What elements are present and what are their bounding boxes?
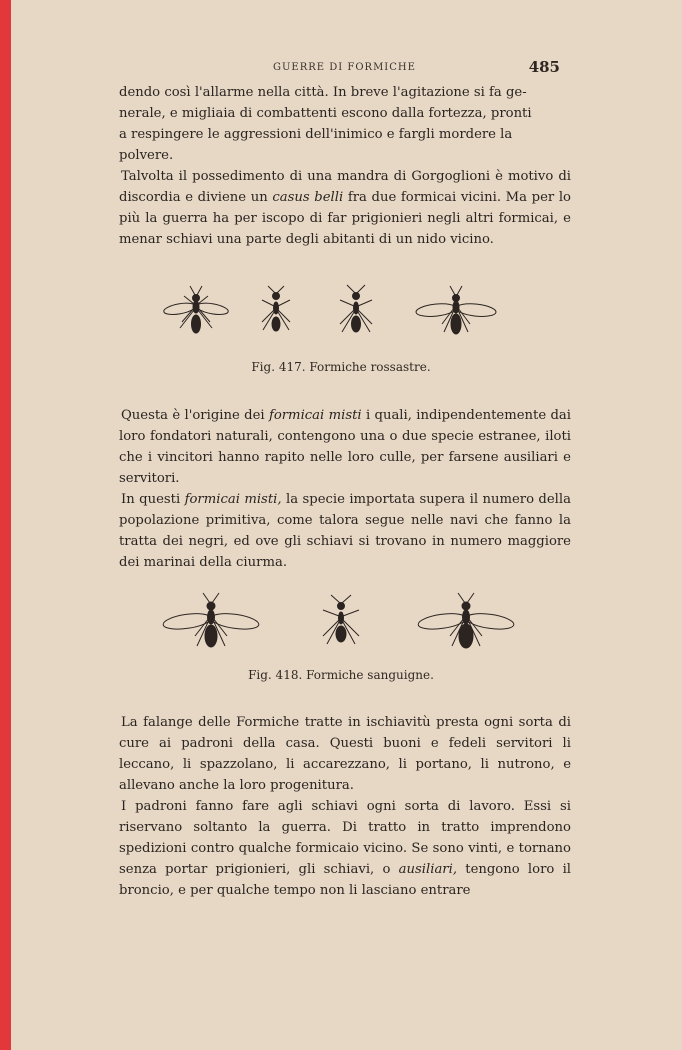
italic-term: formicai misti, bbox=[184, 492, 282, 507]
text-line: nerale, e migliaia di combattenti escono dalla fortezza, pronti bbox=[119, 106, 532, 121]
figure-caption: Fig. 417. Formiche rossastre. bbox=[251, 360, 431, 374]
text-run: I padroni fanno fare agli schiavi ogni sorta di lavoro. Essi si riservano soltanto la guerra. Di tratto in tratto imprendono spedizioni contro qualche formicaio vicino. Se sono vinti, e tornano senza portar prigionieri, gli schiavi, o bbox=[119, 799, 571, 877]
text-line: polvere. bbox=[119, 148, 174, 163]
worker-ant-icon bbox=[340, 285, 372, 332]
figure-417 bbox=[161, 280, 521, 380]
page-number: 485 bbox=[528, 58, 560, 76]
winged-ant-icon bbox=[417, 593, 515, 648]
paragraph bbox=[119, 405, 571, 489]
text-block-3 bbox=[119, 712, 571, 901]
text-run: Questa è l'origine dei bbox=[121, 408, 269, 423]
italic-term: casus belli bbox=[272, 190, 344, 205]
text-run: i quali, indipendentemente dai loro fondatori naturali, contengono una o due specie estranee, iloti che i vincitori hanno rapito nelle loro culle, per farsene ausiliari e servitori. bbox=[119, 408, 571, 486]
text-run: fra due formicai vicini. Ma per lo più la guerra ha per iscopo di far prigionieri negli altri formicai, e menar schiavi una parte degli abitanti di un nido vicino. bbox=[119, 190, 571, 247]
figure-418 bbox=[161, 590, 521, 690]
winged-ant-icon bbox=[415, 286, 496, 334]
text-block-1 bbox=[119, 82, 571, 250]
ant-illustrations bbox=[161, 280, 521, 350]
text-line: a respingere le aggressioni dell'inimico e fargli mordere la bbox=[119, 127, 513, 142]
winged-ant-icon bbox=[162, 593, 260, 647]
text-run: Talvolta il possedimento di una mandra di Gorgoglioni è motivo di discordia e diviene un bbox=[119, 169, 571, 205]
red-page-edge bbox=[0, 0, 11, 1050]
paragraph bbox=[119, 166, 571, 250]
italic-term: ausiliari, bbox=[398, 862, 458, 877]
italic-term: formicai misti bbox=[268, 408, 362, 423]
text-line: dendo così l'allarme nella città. In breve l'agitazione si fa ge- bbox=[119, 85, 527, 100]
ant-illustrations bbox=[161, 590, 521, 660]
paragraph: La falange delle Formiche tratte in ischiavitù presta ogni sorta di cure ai padroni della casa. Questi buoni e fedeli servitori li leccano, li spazzolano, li accarezzano, li portano, li nutrono, e allevano anche la loro progenitura. bbox=[119, 715, 571, 793]
running-head: GUERRE DI FORMICHE bbox=[273, 62, 416, 73]
paragraph bbox=[119, 489, 571, 573]
text-run: la specie importata supera il numero della popolazione primitiva, come talora segue nelle navi che fanno la tratta dei negri, ed ove gli schiavi si trovano in numero maggiore dei marinai della ciurma. bbox=[119, 492, 571, 570]
worker-ant-icon bbox=[262, 286, 290, 331]
text-run: In questi bbox=[121, 492, 185, 507]
figure-caption: Fig. 418. Formiche sanguigne. bbox=[248, 668, 434, 682]
text-block-2 bbox=[119, 405, 571, 573]
book-page bbox=[11, 0, 682, 1050]
text-run: tengono loro il broncio, e per qualche tempo non li lasciano entrare bbox=[119, 862, 572, 898]
paragraph bbox=[119, 796, 571, 901]
winged-ant-icon bbox=[163, 286, 229, 333]
worker-ant-icon bbox=[323, 595, 359, 644]
